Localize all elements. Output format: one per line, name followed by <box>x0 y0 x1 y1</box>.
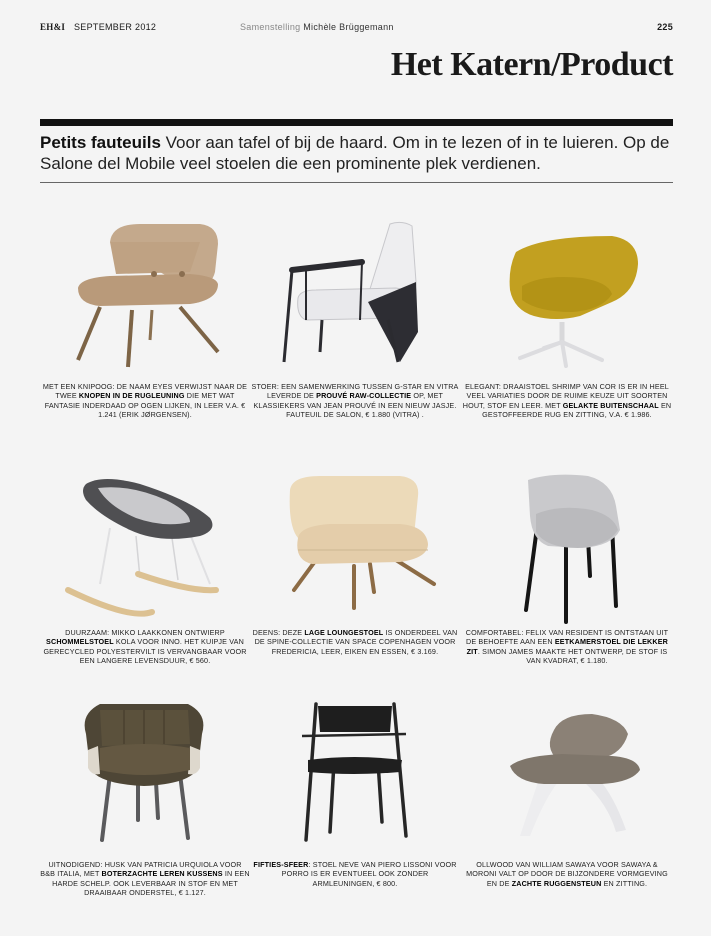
product-caption: MET EEN KNIPOOG: DE NAAM EYES VERWIJST NAAR DE TWEE KNOPEN IN DE RUGLEUNING DIE MET WAT FANTASIE INDERDAAD OP OGEN LIJKEN, IN LEER V.A. € 1.241 (ERIK JØRGENSEN). <box>42 382 248 420</box>
intro-text: Voor aan tafel of bij de haard. Om in te lezen of in te luieren. Op de Salone del Mobile veel stoelen die een prominente plek verdienen. <box>40 133 670 173</box>
product-caption: UITNODIGEND: HUSK VAN PATRICIA URQUIOLA VOOR B&B ITALIA, MET BOTERZACHTE LEREN KUSSENS IN EEN HARDE SCHELP. OOK LEVERBAAR IN STOF EN MET DRAAIBAAR ONDERSTEL, € 1.127. <box>40 860 250 898</box>
credit <box>240 22 394 32</box>
page-number: 225 <box>657 22 673 32</box>
product-caption: ELEGANT: DRAAISTOEL SHRIMP VAN COR IS ER IN HEEL VEEL VARIATIES DOOR DE RUIME KEUZE UIT SOORTEN HOUT, STOF EN LEER. MET GELAKTE BUITENSCHAAL EN GESTOFFEERDE RUG EN ZITTING, V.A. € 1.986. <box>462 382 672 420</box>
shrimp-chair-image <box>462 212 672 372</box>
fauteuil-de-salon-image <box>250 212 460 372</box>
husk-chair-image <box>40 690 250 850</box>
ollwood-chair-image <box>462 690 672 850</box>
intro-paragraph <box>40 132 673 174</box>
kola-rocking-chair-image <box>40 466 250 626</box>
intro-lead: Petits fauteuils <box>40 133 161 152</box>
section-title: Het Katern/Product <box>390 46 673 83</box>
product-caption: DUURZAAM: MIKKO LAAKKONEN ONTWIERP SCHOMMELSTOEL KOLA VOOR INNO. HET KUIPJE VAN GERECYCLED POLYESTERVILT IS VERVANGBAAR VOOR EEN LANGERE LEVENSDUUR, € 560. <box>43 628 247 666</box>
intro-rule <box>40 182 673 183</box>
neve-chair-image <box>250 690 460 850</box>
product-caption: FIFTIES-SFEER: STOEL NEVE VAN PIERO LISSONI VOOR PORRO IS ER EVENTUEEL OOK ZONDER ARMLEUNINGEN, € 800. <box>253 860 457 888</box>
heading-rule <box>40 119 673 126</box>
product-caption: STOER: EEN SAMENWERKING TUSSEN G-STAR EN VITRA LEVERDE DE PROUVÉ RAW-COLLECTIE OP, MET KLASSIEKERS VAN JEAN PROUVÉ IN EEN NIEUW JASJE. FAUTEUIL DE SALON, € 1.880 (VITRA) . <box>251 382 459 420</box>
product-caption: COMFORTABEL: FELIX VAN RESIDENT IS ONTSTAAN UIT DE BEHOEFTE AAN EEN EETKAMERSTOEL DIE LEKKER ZIT. SIMON JAMES MAAKTE HET ONTWERP, DE STOF IS VAN KVADRAT, € 1.180. <box>465 628 669 666</box>
issue-date: SEPTEMBER 2012 <box>74 22 157 32</box>
spine-lounge-chair-image <box>250 466 460 626</box>
credit-name: Michèle Brüggemann <box>303 22 394 32</box>
page-header <box>40 22 673 38</box>
magazine-brand: EH&I <box>40 22 66 32</box>
product-caption: DEENS: DEZE LAGE LOUNGESTOEL IS ONDERDEEL VAN DE SPINE-COLLECTIE VAN SPACE COPENHAGEN VOOR FREDERICIA, LEER, EIKEN EN ESSEN, € 3.169. <box>252 628 458 656</box>
credit-label: Samenstelling <box>240 22 301 32</box>
eyes-chair-image <box>40 212 250 372</box>
felix-chair-image <box>462 466 672 626</box>
product-caption: OLLWOOD VAN WILLIAM SAWAYA VOOR SAWAYA & MORONI VALT OP DOOR DE BIJZONDERE VORMGEVING EN DE ZACHTE RUGGENSTEUN EN ZITTING. <box>466 860 668 888</box>
